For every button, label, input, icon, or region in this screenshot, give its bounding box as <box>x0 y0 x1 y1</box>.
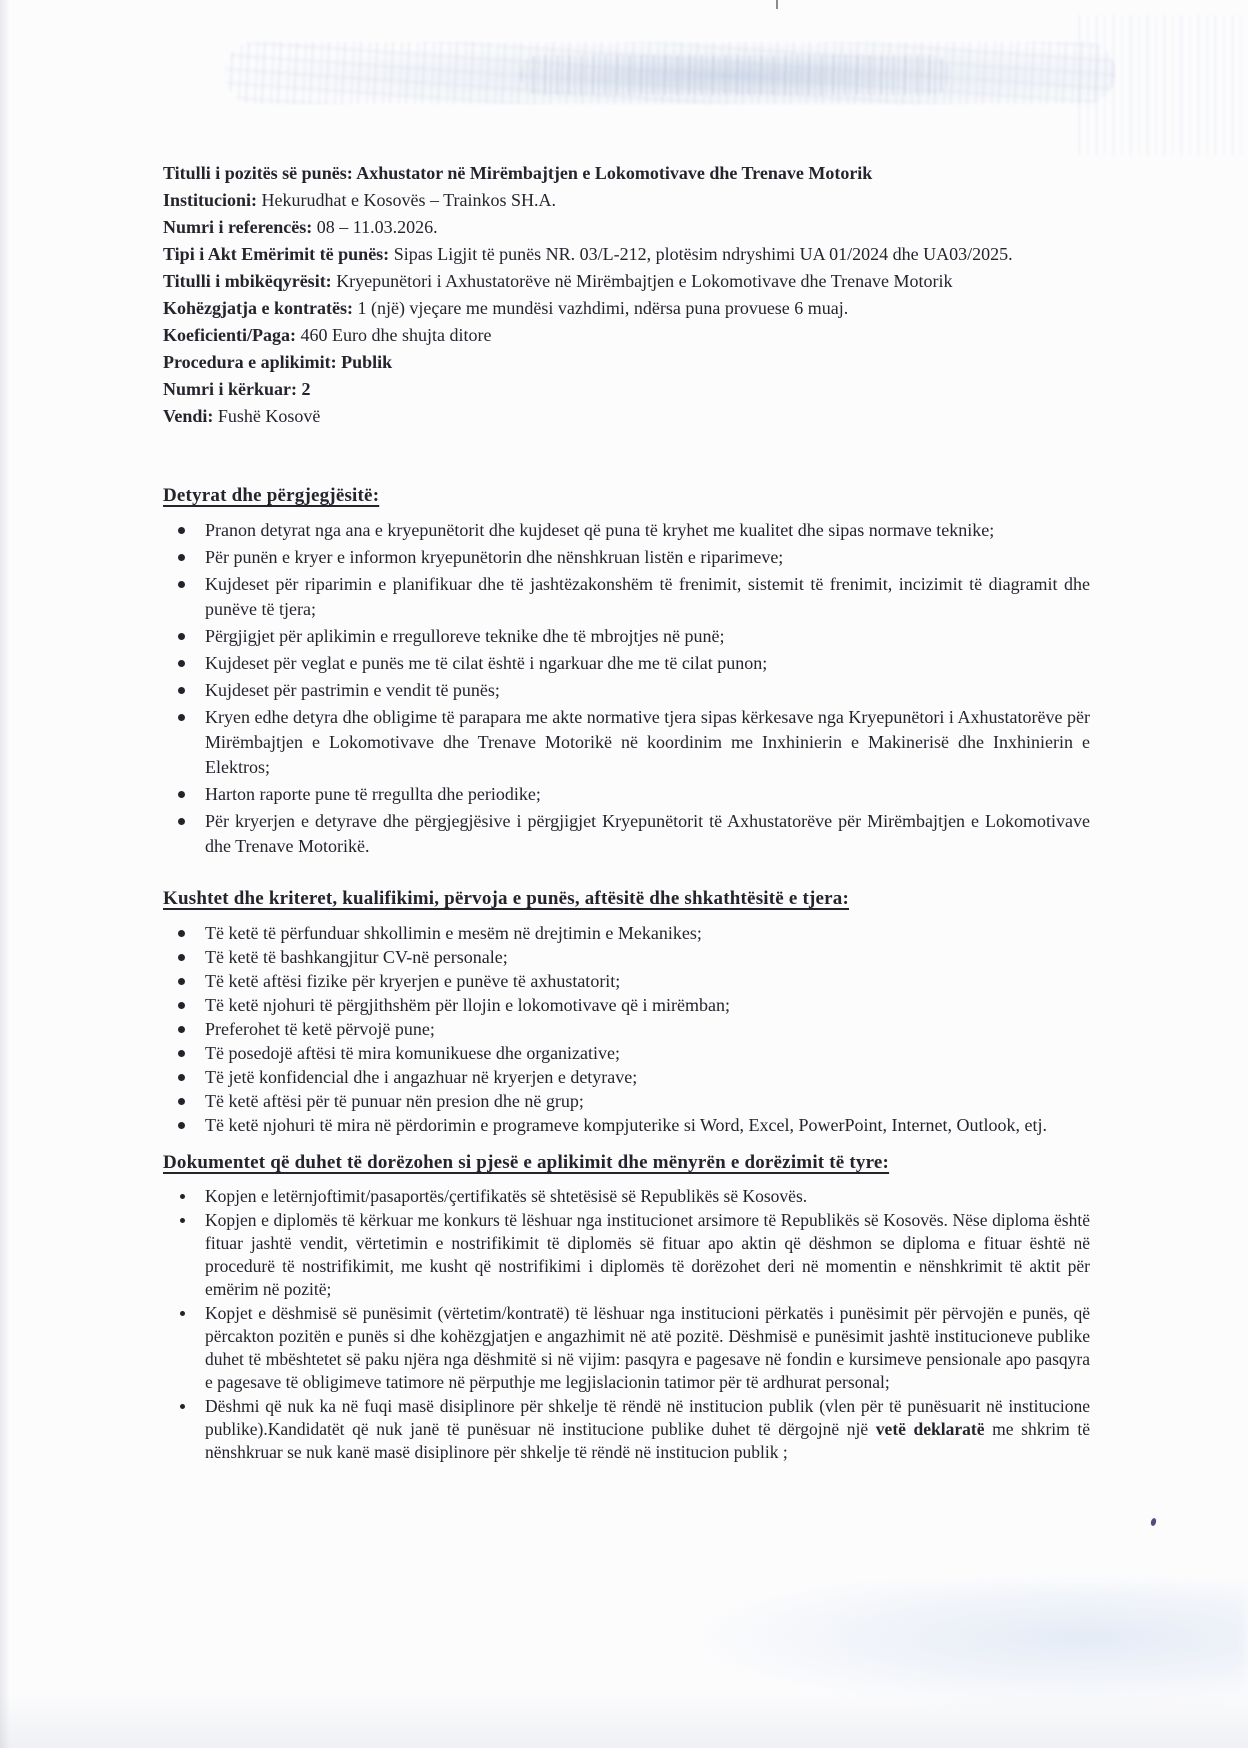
faded-header-smudge-core <box>520 55 950 95</box>
list-item: Për punën e kryer e informon kryepunëtorin dhe nënshkruan listën e riparimeve; <box>163 545 1090 570</box>
list-item: Të ketë aftësi fizike për kryerjen e punëve të axhustatorit; <box>163 969 1090 993</box>
list-item: Për kryerjen e detyrave dhe përgjegjësive i përgjigjet Kryepunëtorit të Axhustatorëve për Mirëmbajtjen e Lokomotivave dhe Trenave Motorikë. <box>163 809 1090 859</box>
list-item: Të ketë aftësi për të punuar nën presion dhe në grup; <box>163 1089 1090 1113</box>
header-field <box>163 376 1090 403</box>
field-value: Kryepunëtori i Axhustatorëve në Mirëmbajtjen e Lokomotivave dhe Trenave Motorik <box>336 271 953 291</box>
field-value: 1 (një) vjeçare me mundësi vazhdimi, ndërsa puna provuese 6 muaj. <box>357 298 849 318</box>
bullet-list <box>163 921 1090 1137</box>
list-item: Kopjen e letërnjoftimit/pasaportës/çertifikatës së shtetësisë së Republikës së Kosovës. <box>163 1185 1090 1208</box>
field-label: Institucioni: <box>163 190 262 210</box>
list-item: Të ketë të bashkangjitur CV-në personale; <box>163 945 1090 969</box>
field-value: 460 Euro dhe shujta ditore <box>300 325 492 345</box>
section <box>163 484 1090 859</box>
bullet-list <box>163 1185 1090 1464</box>
list-item: Përgjigjet për aplikimin e rregulloreve teknike dhe të mbrojtjes në punë; <box>163 624 1090 649</box>
field-label: Procedura e aplikimit: <box>163 352 342 372</box>
header-field <box>163 187 1090 214</box>
field-value: Sipas Ligjit të punës NR. 03/L-212, plotësim ndryshimi UA 01/2024 dhe UA03/2025. <box>393 244 1013 264</box>
field-value: Publik <box>341 352 393 372</box>
ink-dot-artifact <box>1150 1518 1157 1527</box>
header-fields <box>163 160 1090 430</box>
header-field <box>163 268 1090 295</box>
bullet-list <box>163 518 1090 859</box>
list-item: Pranon detyrat nga ana e kryepunëtorit dhe kujdeset që puna të kryhet me kualitet dhe sipas normave teknike; <box>163 518 1090 543</box>
section-heading: Dokumentet që duhet të dorëzohen si pjesë e aplikimit dhe mënyrën e dorëzimit të tyre: <box>163 1152 890 1173</box>
faded-header-smudge <box>225 42 1115 104</box>
field-value: Fushë Kosovë <box>217 406 321 426</box>
field-label: Kohëzgjatja e kontratës: <box>163 298 358 318</box>
scan-tint-bottom-right <box>668 1583 1248 1713</box>
section-heading: Detyrat dhe përgjegjësitë: <box>163 485 380 506</box>
list-item: Kopjet e dëshmisë së punësimit (vërtetim/kontratë) të lëshuar nga institucioni përkatës i punësimit për përvojën e punës, që përcakton pozitën e punës si dhe kohëzgjatjen e angazhimit në atë pozitë. Dëshmisë e punësimit jashtë institucioneve publike duhet të mbështetet së paku njëra nga dëshmitë si në vijim: pasqyra e pagesave në fondin e kursimeve pensionale apo pasqyra e pagesave të obligimeve tatimore në përputhje me legjislacionin tatimor për të ardhurat personal; <box>163 1302 1090 1394</box>
list-item: Të ketë të përfunduar shkollimin e mesëm në drejtimin e Mekanikes; <box>163 921 1090 945</box>
header-field <box>163 295 1090 322</box>
list-item: Kujdeset për riparimin e planifikuar dhe të jashtëzakonshëm të frenimit, sistemit të frenimit, incizimit të diagramit dhe punëve të tjera; <box>163 572 1090 622</box>
list-item: Kryen edhe detyra dhe obligime të parapara me akte normative tjera sipas kërkesave nga Kryepunëtori i Axhustatorëve për Mirëmbajtjen e Lokomotivave dhe Trenave Motorikë në koordinim me Inxhinierin e Makinerisë dhe Inxhinierin e Elektros; <box>163 705 1090 780</box>
field-value: Axhustator në Mirëmbajtjen e Lokomotivave dhe Trenave Motorik <box>356 163 873 183</box>
list-item: Të posedojë aftësi të mira komunikuese dhe organizative; <box>163 1041 1090 1065</box>
field-label: Koeficienti/Paga: <box>163 325 301 345</box>
list-item: Të ketë njohuri të përgjithshëm për llojin e lokomotivave që i mirëmban; <box>163 993 1090 1017</box>
list-item: Dëshmi që nuk ka në fuqi masë disiplinore për shkelje të rëndë në institucion publik (vlen për të punësuarit në institucione publike).Kandidatët që nuk janë të punësuar në institucione publike duhet të dërgojnë një vetë deklaratë me shkrim të nënshkruar se nuk kanë masë disiplinore për shkelje të rëndë në institucion publik ; <box>163 1395 1090 1464</box>
field-value: Hekurudhat e Kosovës – Trainkos SH.A. <box>261 190 557 210</box>
field-label: Tipi i Akt Emërimit të punës: <box>163 244 394 264</box>
sections <box>163 484 1090 1464</box>
header-field <box>163 403 1090 430</box>
scan-edge-left <box>0 0 10 1748</box>
list-item: Të jetë konfidencial dhe i angazhuar në kryerjen e detyrave; <box>163 1065 1090 1089</box>
header-field <box>163 241 1090 268</box>
field-label: Titulli i mbikëqyrësit: <box>163 271 337 291</box>
scan-shading-bottom <box>0 1693 1248 1748</box>
field-label: Numri i referencës: <box>163 217 317 237</box>
section <box>163 887 1090 1137</box>
header-field <box>163 349 1090 376</box>
list-item: Kopjen e diplomës të kërkuar me konkurs të lëshuar nga institucionet arsimore të Republikës së Kosovës. Nëse diploma është fituar jashtë vendit, vërtetimin e nostrifikimit të diplomës së fituar apo aktin që dëshmon se diploma e fituar është në procedurë të nostrifikimit, me kusht që nostrifikimi i diplomës të dorëzohet deri në momentin e nënshkrimit të aktit për emërim në pozitë; <box>163 1209 1090 1301</box>
field-label: Titulli i pozitës së punës: <box>163 163 357 183</box>
scan-tick-mark <box>776 0 778 9</box>
field-value: 2 <box>301 379 311 399</box>
field-label: Vendi: <box>163 406 218 426</box>
list-item: Harton raporte pune të rregullta dhe periodike; <box>163 782 1090 807</box>
section <box>163 1151 1090 1464</box>
document-content <box>163 160 1090 1465</box>
header-field <box>163 160 1090 187</box>
list-item: Preferohet të ketë përvojë pune; <box>163 1017 1090 1041</box>
field-label: Numri i kërkuar: <box>163 379 302 399</box>
section-heading: Kushtet dhe kriteret, kualifikimi, përvoja e punës, aftësitë dhe shkathtësitë e tjera: <box>163 888 850 909</box>
field-value: 08 – 11.03.2026. <box>316 217 438 237</box>
list-item: Të ketë njohuri të mira në përdorimin e programeve kompjuterike si Word, Excel, PowerPoint, Internet, Outlook, etj. <box>163 1113 1090 1137</box>
list-item: Kujdeset për pastrimin e vendit të punës; <box>163 678 1090 703</box>
list-item: Kujdeset për veglat e punës me të cilat është i ngarkuar dhe me të cilat punon; <box>163 651 1090 676</box>
header-field <box>163 214 1090 241</box>
header-field <box>163 322 1090 349</box>
scan-streaks-top-right <box>1078 15 1248 155</box>
